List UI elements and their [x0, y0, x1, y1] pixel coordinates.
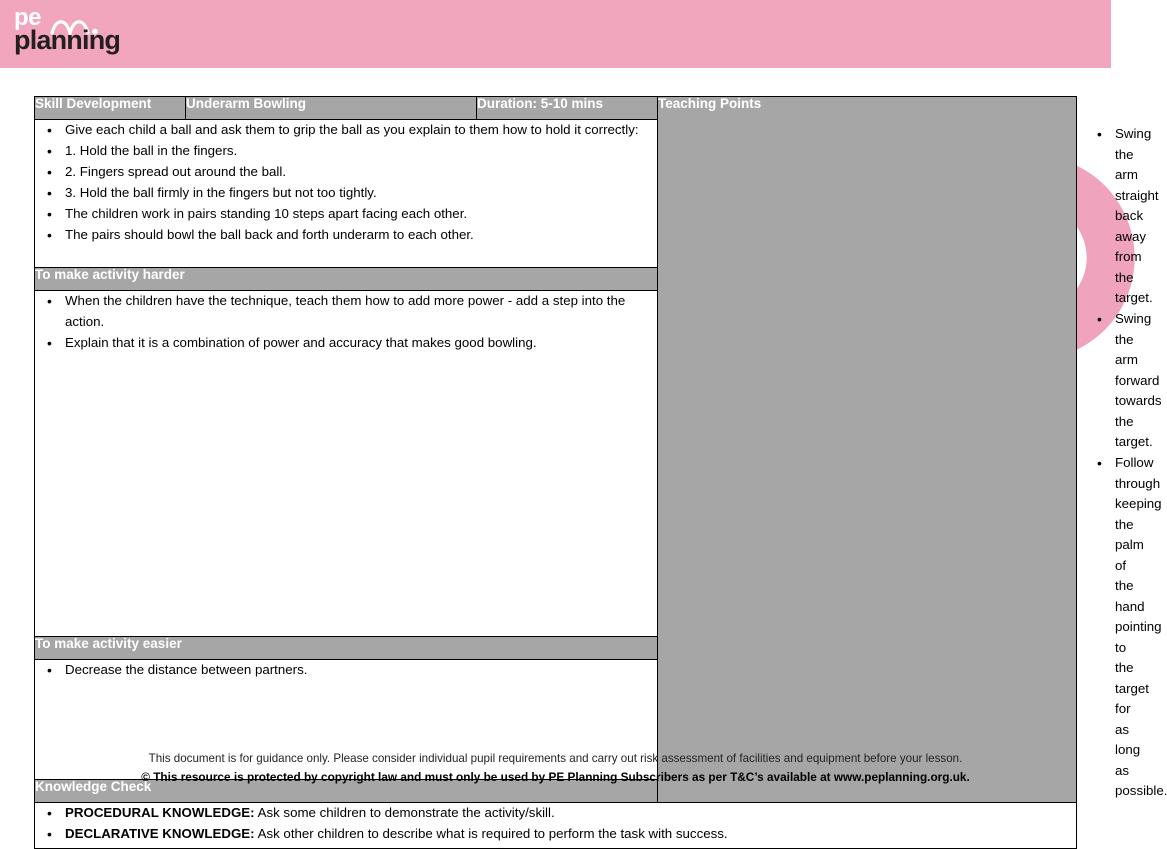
list-item: • Swing the arm forward towards the target. — [1085, 309, 1115, 453]
logo-planning-text: planning — [14, 25, 121, 55]
list-item: • Explain that it is a combination of power and accuracy that makes good bowling. — [35, 333, 657, 354]
list-item: • 1. Hold the ball in the fingers. — [35, 141, 657, 162]
header-skill-development: Skill Development — [35, 97, 186, 120]
declarative-knowledge-label: DECLARATIVE KNOWLEDGE: — [65, 826, 255, 841]
table-row — [35, 803, 1077, 849]
knowledge-check-list — [35, 803, 1076, 845]
list-item: • Decrease the distance between partners. — [35, 660, 657, 681]
procedural-knowledge-label: PROCEDURAL KNOWLEDGE: — [65, 805, 255, 820]
footer-copyright-text: © This resource is protected by copyright law and must only be used by PE Planning Subscribers as per T&C’s available at www.peplanning.org.uk. — [141, 770, 970, 784]
teaching-points-cell — [1077, 120, 1167, 802]
header-teaching-points: Teaching Points — [658, 97, 1077, 803]
knowledge-check-cell — [35, 803, 1077, 849]
section-header-harder: To make activity harder — [35, 268, 658, 291]
lesson-plan-table — [34, 96, 1167, 849]
declarative-knowledge-text: Ask other children to describe what is required to perform the task with success. — [254, 826, 728, 841]
harder-cell — [35, 291, 658, 637]
header-duration: Duration: 5-10 mins — [477, 97, 658, 120]
list-item — [35, 824, 1076, 845]
list-item — [35, 803, 1076, 824]
section-header-knowledge-check: Knowledge Check — [35, 780, 658, 803]
harder-list — [35, 291, 657, 353]
list-item: • Follow through keeping the palm of the hand pointing to the target for as long as possible. — [1085, 453, 1115, 802]
table-header-row — [35, 97, 1077, 120]
footer-guidance-text: This document is for guidance only. Please consider individual pupil requirements and carry out risk assessment of facilities and equipment before your lesson. — [148, 752, 963, 765]
main-activity-list — [35, 120, 657, 246]
brand-header-banner — [0, 0, 1111, 68]
list-item: • Give each child a ball and ask them to grip the ball as you explain to them how to hold it correctly: — [35, 120, 657, 141]
easier-list — [35, 660, 657, 681]
list-item: • Swing the arm straight back away from the target. — [1085, 124, 1115, 309]
procedural-knowledge-text: Ask some children to demonstrate the activity/skill. — [254, 805, 555, 820]
section-header-easier: To make activity easier — [35, 637, 658, 660]
main-activity-cell — [35, 120, 658, 268]
footer — [0, 750, 1111, 786]
logo — [14, 6, 214, 64]
list-item: • When the children have the technique, teach them how to add more power - add a step into the action. — [35, 291, 657, 332]
header-activity-name: Underarm Bowling — [186, 97, 477, 120]
list-item: • The children work in pairs standing 10 steps apart facing each other. — [35, 204, 657, 225]
list-item: • The pairs should bowl the ball back and forth underarm to each other. — [35, 225, 657, 246]
logo-pe-text: pe — [14, 4, 42, 31]
list-item: • 2. Fingers spread out around the ball. — [35, 162, 657, 183]
list-item: • 3. Hold the ball firmly in the fingers but not too tightly. — [35, 183, 657, 204]
